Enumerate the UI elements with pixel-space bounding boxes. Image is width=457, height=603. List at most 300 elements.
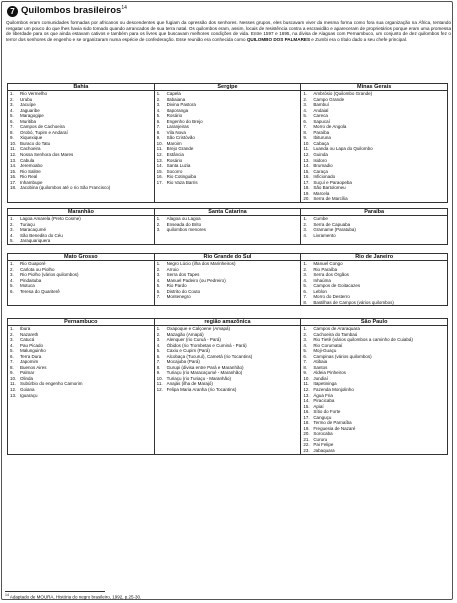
list-item-number: 8. <box>303 299 308 305</box>
list-item-text: São Cristóvão <box>166 135 195 141</box>
list-item-text: Maracaçumé <box>20 227 47 233</box>
quilombo-list <box>303 261 445 305</box>
list-item-number: 12. <box>303 387 310 393</box>
list-item-number: 4. <box>303 107 308 113</box>
intro-text-part1: Quilombos eram comunidades formadas por africanos ou descendentes que fugiam da opressão dos senhores. Nesses grupos, eles buscavam viver da mesma forma como fora sua organização na África, tentando resgatar um pouco do que lhes havia sido tomado quando arrancados de sua terra natal. Os quilombos eram, assim, locais de resistência contra a escravidão e apareceram de proprietários porque eram uma promessa de liberdade para os que ainda estavam cativos e também para os livres que buscavam melhores condições de vida. Entre 1597 e 1695, na divisa de Alagoas com Pernambuco, um conjunto de dez quilombos fez o terror dos senhores de engenho e se organizaram numa espécie de confederação. Esse reunião era conhecida como <box>6 20 451 42</box>
list-item-text: Manuel Congo <box>313 261 343 266</box>
list-item-text: Lagoa Amarela (Preto Cosme) <box>20 216 81 221</box>
list-item-number: 3. <box>10 102 14 108</box>
list-item-number: 1. <box>303 326 308 331</box>
list-item-text: Capela <box>166 91 181 96</box>
list-item-number: 5. <box>10 238 14 244</box>
list-item-number: 1. <box>156 91 161 96</box>
list-item-number: 17. <box>303 179 310 185</box>
list-item-number: 7. <box>10 124 14 130</box>
list-item-number: 12. <box>10 387 17 393</box>
list-item-text: Rio Paraíba <box>313 266 338 272</box>
list-item-text: Andaial <box>313 107 329 113</box>
region-header: Mato Grosso <box>8 254 155 261</box>
list-item-text: Santa Luzia <box>166 163 191 169</box>
list-item-text: Cachoeira <box>20 146 41 152</box>
list-item-number: 6. <box>10 288 14 294</box>
list-item <box>10 238 152 244</box>
list-item-number: 12. <box>156 152 163 158</box>
list-item <box>303 300 445 306</box>
list-item-text: Turiaçu (rio Turiaçu - Maranhão) <box>166 375 232 381</box>
list-item-text: Cabaça <box>313 140 329 146</box>
list-item-number: 2. <box>10 221 14 227</box>
quilombo-list <box>157 91 299 185</box>
list-item-number: 12. <box>303 152 310 158</box>
region-cell <box>301 91 448 203</box>
list-item-number: 4. <box>156 342 161 348</box>
list-item-text: Sapucaí <box>313 118 330 124</box>
list-item-text: Carlota ou Piolho <box>20 266 55 272</box>
list-item-text: Maragogipe <box>20 113 44 119</box>
list-item-text: Rosário <box>166 157 183 163</box>
region-header: Santa Catarina <box>154 209 301 216</box>
region-cell <box>154 216 301 245</box>
list-item-text: Manuel Padeiro (ou Pedreiro) <box>166 277 226 283</box>
list-item-text: Inficionado <box>313 174 336 180</box>
quilombo-list <box>303 326 445 454</box>
list-item-number: 9. <box>10 370 14 376</box>
list-item-number: 6. <box>156 353 161 359</box>
list-item-text: Itapetininga <box>313 381 337 387</box>
list-item-number: 2. <box>303 221 308 227</box>
list-item-text: Freguesia de Nazaré <box>313 425 356 431</box>
list-item-text: Mazagão (Amapá) <box>166 331 204 337</box>
section-title <box>21 5 127 16</box>
list-item-number: 4. <box>10 277 14 283</box>
list-item-number: 1. <box>303 216 308 221</box>
list-item-text: Orobó, Tupim e Andaraí <box>20 129 68 135</box>
list-item-number: 3. <box>303 227 308 233</box>
quilombo-list <box>10 261 152 294</box>
list-item-text: Suçuí e Paraopeba <box>313 179 352 185</box>
region-header: Rio Grande do Sul <box>154 254 301 261</box>
list-item-number: 1. <box>156 326 161 331</box>
list-item-text: Morro de Angola <box>313 124 347 130</box>
list-item-number: 6. <box>303 353 308 359</box>
region-cell <box>301 261 448 306</box>
list-item-text: Motuca <box>20 283 35 289</box>
list-item-number: 1. <box>303 261 308 266</box>
list-item-text: Catucá <box>20 337 35 343</box>
list-item-number: 10. <box>10 140 17 146</box>
list-item-number: 4. <box>156 277 161 283</box>
list-item-number: 22. <box>303 442 310 448</box>
list-item-text: Bambuí <box>313 102 329 108</box>
list-item-number: 17. <box>303 414 310 420</box>
list-item-text: Turiaçu (rio Maracaçumé - Maranhão) <box>166 370 243 376</box>
list-item-number: 17. <box>156 179 163 185</box>
list-item-text: Palmar <box>20 370 35 376</box>
region-header: Rio de Janeiro <box>301 254 448 261</box>
quilombo-list <box>157 326 299 393</box>
list-item-number: 4. <box>303 342 308 348</box>
list-item-number: 6. <box>10 353 14 359</box>
list-item-number: 9. <box>303 135 308 141</box>
list-item-text: Guinda <box>313 152 328 158</box>
list-item-number: 11. <box>303 381 310 387</box>
list-item-text: Cumbe <box>313 216 328 221</box>
list-item-text: Pai Felipe <box>313 442 334 448</box>
intro-bold-term: QUILOMBO DOS PALMARES <box>246 36 311 42</box>
list-item-text: Sorocaba <box>313 431 333 437</box>
list-item <box>10 289 152 295</box>
list-item-number: 3. <box>156 272 161 278</box>
list-item-number: 13. <box>303 392 310 398</box>
list-item-number: 4. <box>10 232 14 238</box>
list-item-text: Rosário <box>166 113 183 119</box>
list-item-number: 10. <box>10 375 17 381</box>
list-item-text: Piracicaba <box>313 398 335 404</box>
quilombo-list <box>10 326 152 398</box>
list-item-text: Moji-Guaçu <box>313 348 337 354</box>
quilombo-list <box>157 216 299 233</box>
list-item-number: 16. <box>10 174 17 180</box>
quilombo-table-block-4 <box>7 318 448 455</box>
list-item-text: Olinda <box>20 375 34 381</box>
list-item-text: Livramento <box>313 232 336 238</box>
list-item <box>303 448 445 454</box>
list-item-number: 12. <box>10 152 17 158</box>
region-cell <box>8 326 155 455</box>
list-item-number: 3. <box>303 272 308 278</box>
list-item-text: Campo Grande <box>313 96 345 102</box>
list-item-number: 3. <box>303 102 308 108</box>
region-cell <box>8 261 155 306</box>
list-item-number: 9. <box>156 370 161 376</box>
list-item-text: Montenegro <box>166 294 191 300</box>
list-item-text: Japomim <box>20 359 39 365</box>
region-cell <box>154 91 301 203</box>
list-item-number: 16. <box>303 174 310 180</box>
list-item-number: 5. <box>156 283 161 289</box>
list-item-number: 8. <box>303 364 308 370</box>
list-item-number: 19. <box>303 425 310 431</box>
region-cell <box>154 261 301 306</box>
list-item <box>157 227 299 233</box>
list-item-text: Subúrbio do engenho Camorim <box>20 381 83 387</box>
list-item-text: Fazenda Monjolinho <box>313 387 354 393</box>
list-item-number: 21. <box>303 436 310 442</box>
list-item-text: Cabula <box>20 157 35 163</box>
list-item-text: Muritiba <box>20 118 37 124</box>
region-cell <box>8 216 155 245</box>
list-item-number: 7. <box>10 359 14 365</box>
list-item-number: 11. <box>10 146 16 152</box>
list-item-text: Atibaia <box>313 359 328 365</box>
list-item-number: 1. <box>156 216 161 221</box>
list-item-number: 18. <box>10 185 17 191</box>
list-item-text: Rio Real <box>20 174 38 180</box>
list-item-text: Rio Tietê (vários quilombos a caminho de Cuiabá) <box>313 337 413 343</box>
footnote-text: Adaptado de MOURA, História do negro brasileiro, 1992, p.25-30. <box>8 594 142 599</box>
section-heading <box>7 4 127 18</box>
list-item-text: Serra dos Tapes <box>166 272 200 278</box>
list-item-text: Engenho do Brejo <box>166 118 203 124</box>
list-item-text: Bastilhas de Campos (vários quilombos) <box>313 299 394 305</box>
list-item-number: 4. <box>10 342 14 348</box>
list-item-number: 3. <box>156 337 161 343</box>
list-item-number: 5. <box>156 348 161 354</box>
list-item-number: 2. <box>303 96 308 102</box>
list-item-text: Iguaraçu <box>20 392 38 398</box>
list-item-text: Nossa Senhora dos Mares <box>20 152 74 158</box>
quilombo-list <box>303 91 445 202</box>
list-item-number: 5. <box>303 348 308 354</box>
list-item-text: Jundiaí <box>313 375 328 381</box>
list-item-text: Caraça <box>313 168 328 174</box>
list-item-text: Isidoro <box>313 157 327 163</box>
list-item-text: Buenos Aires <box>20 364 47 370</box>
intro-paragraph <box>6 20 451 42</box>
list-item-number: 5. <box>10 348 14 354</box>
list-item-number: 2. <box>156 221 161 227</box>
list-item-text: Socorro <box>166 168 183 174</box>
list-item-number: 13. <box>303 157 310 163</box>
list-item-text: Caxiu e Cupim (Pará) <box>166 348 210 354</box>
list-item-number: 4. <box>10 107 14 113</box>
list-item-number: 20. <box>303 196 310 202</box>
list-item-text: Arroio <box>166 266 179 272</box>
list-item-number: 13. <box>156 157 163 163</box>
list-item-text: Anajás (ilha de Marajó) <box>166 381 213 387</box>
list-item-number: 5. <box>10 283 14 289</box>
list-item-number: 4. <box>303 277 308 283</box>
list-item-text: Morro do Desterro <box>313 294 350 300</box>
list-item-number: 18. <box>303 420 310 426</box>
quilombo-list <box>10 91 152 191</box>
list-item-text: Ibura <box>20 326 31 331</box>
list-item-number: 7. <box>303 359 308 365</box>
list-item-text: Alenquer (rio Curuá - Pará) <box>166 337 221 343</box>
list-item-text: Rio Vaza Barris <box>166 179 198 185</box>
list-item-number: 2. <box>156 266 161 272</box>
list-item-number: 7. <box>303 124 308 130</box>
list-item-text: Brumadio <box>313 163 333 169</box>
list-item <box>303 196 445 202</box>
list-item-text: Maroim <box>166 140 182 146</box>
region-cell <box>301 216 448 245</box>
list-item-number: 7. <box>303 294 308 300</box>
list-item-number: 2. <box>10 266 14 272</box>
region-cell <box>301 326 448 455</box>
list-item-number: 1. <box>10 261 14 266</box>
list-item-text: Rio Corumataí <box>313 342 343 348</box>
quilombo-list <box>303 216 445 238</box>
list-item-number: 13. <box>10 157 17 163</box>
list-item-text: quilombos menores <box>166 227 206 233</box>
section-title-text: Quilombos brasileiros <box>21 5 122 17</box>
list-item-number: 9. <box>156 135 161 141</box>
list-item-number: 19. <box>303 190 310 196</box>
region-header: Maranhão <box>8 209 155 216</box>
list-item-text: Serra de Marcília <box>313 196 348 202</box>
list-item-text: Jaguaribe <box>20 107 40 113</box>
list-item-text: Alagoa ou Lagoa <box>166 216 201 221</box>
list-item-number: 3. <box>156 102 161 108</box>
list-item-number: 10. <box>156 140 163 146</box>
list-item-number: 15. <box>303 168 310 174</box>
list-item-text: Jeremoabo <box>20 163 43 169</box>
list-item-text: Óbidos (rio Trombetas e Cuminá - Pará) <box>166 342 247 348</box>
list-item-number: 16. <box>156 174 163 180</box>
list-item <box>10 393 152 399</box>
list-item-number: 15. <box>10 168 17 174</box>
region-cell <box>154 326 301 455</box>
list-item-text: Campos de Cachoeira <box>20 124 65 130</box>
list-item-text: Turiaçu <box>20 221 35 227</box>
list-item-number: 3. <box>10 337 14 343</box>
list-item-text: Negro Lúcio (ilha dos Marinheiros) <box>166 261 236 266</box>
list-item-text: Inhaúma <box>313 277 331 283</box>
list-item-text: Leblon <box>313 288 327 294</box>
list-item-number: 20. <box>303 431 310 437</box>
list-item-number: 6. <box>156 118 161 124</box>
list-item-text: Luanda ou Lapa do Quilombo <box>313 146 373 152</box>
list-item-text: Rio Guaporé <box>20 261 46 266</box>
list-item-text: Rio Cotinguiba <box>166 174 197 180</box>
list-item-number: 7. <box>156 294 161 300</box>
list-item-text: Felipa Maria Aranha (rio Tocantins) <box>166 387 237 393</box>
quilombo-table-block-1 <box>7 83 448 203</box>
list-item-number: 2. <box>156 331 161 337</box>
list-item-number: 3. <box>156 227 161 233</box>
list-item-text: Vila Nova <box>166 129 186 135</box>
list-item-number: 16. <box>303 409 310 415</box>
list-item <box>157 180 299 186</box>
list-item-text: Pau Picado <box>20 342 44 348</box>
list-item-number: 5. <box>10 113 14 119</box>
list-item-text: Itaporanga <box>166 107 189 113</box>
list-item-text: Sítio do Forte <box>313 409 341 415</box>
list-item-number: 4. <box>303 232 308 238</box>
list-item-text: Estância <box>166 152 184 158</box>
list-item-text: Paraíba <box>313 129 330 135</box>
list-item-text: Rio Piolho (vários quilombos) <box>20 272 79 278</box>
list-item-number: 7. <box>156 124 161 130</box>
list-item-text: Rio Pardo <box>166 283 187 289</box>
list-item-number: 8. <box>10 364 14 370</box>
list-item <box>10 185 152 191</box>
list-item-number: 23. <box>303 448 310 454</box>
list-item-text: Gurupi (divisa entre Pará e Maranhão) <box>166 364 244 370</box>
list-item-text: Oxapoque e Calçoene (Amapá) <box>166 326 230 331</box>
list-item-text: Malunguinho <box>20 348 46 354</box>
list-item-number: 8. <box>10 129 14 135</box>
list-item-number: 3. <box>10 272 14 278</box>
list-item-text: Serra dos Órgãos <box>313 272 349 278</box>
list-item-text: Itabaiana <box>166 96 186 102</box>
list-item-number: 1. <box>10 216 14 221</box>
list-item-number: 7. <box>156 359 161 365</box>
list-item-text: Xiquexique <box>20 135 43 141</box>
list-item-number: 2. <box>10 331 14 337</box>
list-item-number: 2. <box>303 266 308 272</box>
footnote <box>5 593 141 600</box>
quilombo-list <box>10 216 152 244</box>
list-item-text: Ibituruna <box>313 135 331 141</box>
list-item-text: Campinas (vários quilombos) <box>313 353 372 359</box>
footnote-reference: 14 <box>121 5 127 12</box>
list-item-text: Divina Pastora <box>166 102 196 108</box>
list-item-text: Pindaituba <box>20 277 42 283</box>
list-item-number: 2. <box>303 331 308 337</box>
list-item-text: Laranjeiras <box>166 124 189 130</box>
list-item-number: 8. <box>156 364 161 370</box>
region-header: região amazônica <box>154 319 301 326</box>
list-item-text: Canguçu <box>313 414 332 420</box>
list-item-text: Campos de Goitacazes <box>313 283 361 289</box>
quilombo-table-block-2 <box>7 208 448 245</box>
list-item-number: 1. <box>303 91 308 96</box>
list-item-text: Inhambupe <box>20 179 43 185</box>
list-item <box>157 294 299 300</box>
footnote-mark: 14 <box>5 592 9 597</box>
list-item-number: 11. <box>303 146 310 152</box>
list-item-text: Distrito do Couto <box>166 288 201 294</box>
list-item-number: 14. <box>303 163 310 169</box>
list-item-number: 10. <box>303 140 310 146</box>
list-item-number: 3. <box>10 227 14 233</box>
list-item-number: 1. <box>156 261 161 266</box>
list-item-number: 12. <box>156 387 163 393</box>
list-item-text: Urubu <box>20 96 33 102</box>
region-header: Paraíba <box>301 209 448 216</box>
list-item-text: Alcobaça (Tucuruí), Cametá (rio Tocantins) <box>166 353 253 359</box>
list-item-text: Brejo Grande <box>166 146 194 152</box>
list-item-number: 2. <box>10 96 14 102</box>
list-item-number: 6. <box>303 288 308 294</box>
list-item-number: 2. <box>156 96 161 102</box>
list-item-text: Buraco do Tatu <box>20 140 51 146</box>
list-item-number: 5. <box>156 113 161 119</box>
quilombo-list <box>157 261 299 300</box>
intro-text-part2: e Zumbi era o título dado a seu chefe principal. <box>310 36 408 42</box>
list-item-text: Jacuípe <box>20 102 36 108</box>
list-item-number: 14. <box>156 163 163 169</box>
list-item-text: Teresa do Quariterê <box>20 288 60 294</box>
list-item-text: Enseada do Brito <box>166 221 202 227</box>
list-item-number: 14. <box>303 398 310 404</box>
list-item-number: 13. <box>10 392 17 398</box>
list-item-text: Cachoeira do Tambaú <box>313 331 358 337</box>
list-item-number: 1. <box>10 326 14 331</box>
list-item-number: 6. <box>10 118 14 124</box>
list-item-text: Termo de Parnaíba <box>313 420 352 426</box>
list-item-number: 6. <box>156 288 161 294</box>
list-item-text: Nazareth <box>20 331 39 337</box>
list-item-number: 11. <box>10 381 16 387</box>
list-item-number: 1. <box>10 91 14 96</box>
list-item-number: 15. <box>303 403 310 409</box>
list-item-text: Goiana <box>20 387 35 393</box>
list-item-number: 9. <box>303 370 308 376</box>
region-header: Minas Gerais <box>301 84 448 91</box>
list-item-number: 8. <box>156 129 161 135</box>
list-item-number: 5. <box>303 113 308 119</box>
region-header: Sergipe <box>154 84 301 91</box>
list-item-text: Mocajuba (Pará) <box>166 359 200 365</box>
list-item-number: 11. <box>156 381 163 387</box>
list-item-text: Água Fria <box>313 392 333 398</box>
list-item-number: 10. <box>303 375 310 381</box>
list-item-text: Rio Vermelho <box>20 91 48 96</box>
list-item-text: Rio Salitre <box>20 168 41 174</box>
